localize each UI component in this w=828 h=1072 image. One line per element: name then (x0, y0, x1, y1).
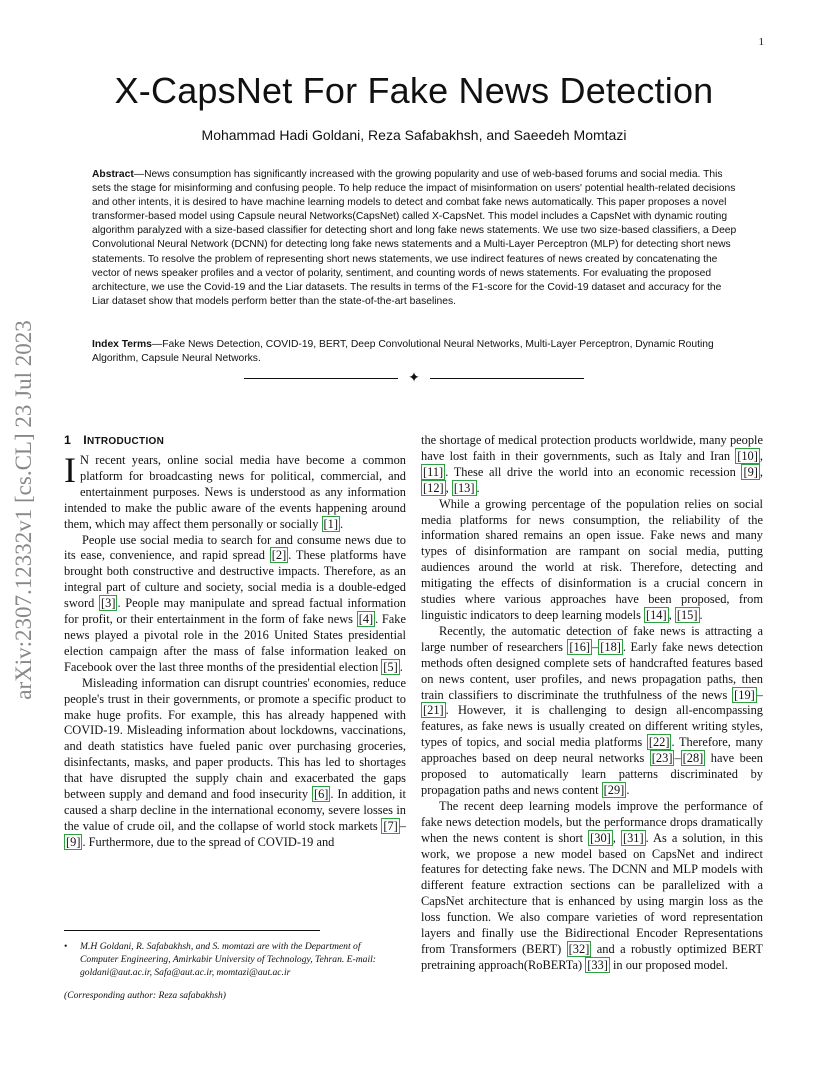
paper-authors: Mohammad Hadi Goldani, Reza Safabakhsh, and Saeedeh Momtazi (201, 127, 627, 143)
page-number: 1 (758, 36, 764, 48)
citation-link[interactable]: [3] (101, 596, 116, 611)
paragraph-intro-4: the shortage of medical protection products worldwide, many people have lost faith in their governments, such as Italy and Iran [10] , [11] . These all drive the world into an economic recession [9] , [12] , [13] . (421, 433, 763, 495)
paragraph-text: . In addition, it caused a sharp decline in the international economy, severe losses in the value of crude oil, and the collapse of world stock markets (64, 787, 406, 833)
citation-link[interactable]: [4] (358, 612, 374, 627)
paragraph-text: . As a solution, in this work, we propose a new model based on CapsNet and indirect features for detecting fake news. The DCNN and MLP models with different feature extraction sections can be parallelized with a CapsNet architecture that is enhanced by using margin loss as the loss function. We also compare varieties of word representation layers and finally use the Bidirectional Encoder Representations from Transformers (BERT) (421, 830, 763, 956)
paragraph-intro-3: Misleading information can disrupt countries' economies, reduce people's trust in their governments, or promote a specific product to make huge profits. For example, this has already happened with COVID-19. Misleading information about lockdowns, vaccinations, and death statistics have fueled panic over purchasing groceries, disinfectants, masks, and paper products. This has led to shortages that have disrupted the supply chain and exacerbated the gaps between supply and demand and food insecurity [6] . In addition, it caused a sharp decline in the international economy, severe losses in the value of crude oil, and the collapse of world stock markets [7] –[9] . Furthermore, due to the spread of COVID-19 and (64, 675, 406, 849)
citation-link[interactable]: [7] (383, 818, 398, 833)
section-title-rest: NTRODUCTION (86, 436, 165, 447)
paragraph-text: N recent years, online social media have become a common platform for broadcasting news for political, commercial, and entertainment purposes. News is understood as any information intended to make the public aware of the events happening around them, which may affect them personally or socially (64, 453, 406, 531)
index-terms-text: —Fake News Detection, COVID-19, BERT, Deep Convolutional Neural Networks, Multi-Layer Perceptron, Dynamic Routing Algorithm, Capsule Neural Networks. (92, 339, 714, 365)
footnote-separator (64, 930, 320, 931)
citation-link[interactable]: [9] (743, 464, 758, 479)
abstract-label: Abstract (92, 169, 134, 180)
paragraph-text: the shortage of medical protection products worldwide, many people have lost faith in their governments, such as Italy and Iran (421, 433, 763, 463)
citation-link[interactable]: [33] (587, 957, 608, 972)
citation-link[interactable]: [21] (423, 703, 444, 718)
paragraph-text: have been proposed to automatically learn patterns discriminated by propagation paths and news content (421, 751, 763, 797)
section-title-first: I (83, 433, 87, 447)
paragraph-intro-6: Recently, the automatic detection of fake news is attracting a large number of researchers [16] – [18] . Early fake news detection methods often designed complete sets of handcrafted features based on news content, user profiles, and news propagation paths, then train classifiers to discriminate the truthfulness of the news [19] –[21] . However, it is challenging to design all-encompassing features, as fake news is usually created on different writing styles, types of topics, and social media platforms [22] . Therefore, many approaches based on deep neural networks [23] – [28] have been proposed to automatically learn patterns discriminated by propagation paths and news content [29] . (421, 623, 763, 797)
paragraph-intro-5: While a growing percentage of the population relies on social media platforms for news consumption, the reliability of the information shared remains an open issue. Fake news and many types of disinformation are rampant on social media, putting audiences around the world at risk. Therefore, detecting and mitigating the effects of disinformation is a crucial concern in studies where various approaches have been proposed, from linguistic indicators to deep learning models [14] , [15] . (421, 496, 763, 622)
index-terms (92, 338, 738, 366)
citation-link[interactable]: [29] (603, 782, 625, 797)
paragraph-text: Recently, the automatic detection of fake news is attracting a large number of researchers (421, 623, 763, 654)
paragraph-text: in our proposed model. (609, 957, 728, 972)
citation-link[interactable]: [11] (423, 464, 444, 479)
paragraph-text: . People may manipulate and spread factual information for profit, or their entertainment in the form of fake news (64, 596, 406, 627)
section-number: 1 (64, 433, 72, 447)
citation-link[interactable]: [23] (651, 751, 673, 766)
paragraph-text: . Furthermore, due to the spread of COVID-19 and (82, 834, 335, 849)
citation-link[interactable]: [28] (682, 751, 704, 766)
footnote (64, 940, 406, 1002)
right-column (421, 433, 763, 974)
paragraph-intro-7: The recent deep learning models improve the performance of fake news detection models, but the performance drops dramatically when the news content is short [30] , [31] . As a solution, in this work, we propose a new model based on CapsNet and indirect features for detecting fake news. The DCNN and MLP models with different feature extraction sections can be parallelized with a CapsNet architecture that is enhanced by using margin loss as the loss function. We also compare varieties of word representation layers and finally use the Bidirectional Encoder Representations from Transformers (BERT) [32] and a robustly optimized BERT pretraining approach(RoBERTa) [33] in our proposed model. (421, 798, 764, 972)
divider-line-left (244, 378, 398, 379)
paragraph-intro-1: I N recent years, online social media have become a common platform for broadcasting news for political, commercial, and entertainment purposes. News is understood as any information intended to make the public aware of the events happening around them, which may affect them personally or socially [1] . (64, 450, 406, 531)
divider-diamond-icon: ✦ (408, 370, 420, 386)
citation-link[interactable]: [12] (423, 480, 444, 495)
abstract-text: —News consumption has significantly increased with the growing popularity and use of web-based forums and social media. This sets the stage for misinforming and confusing people. To help reduce the impact of misinformation on users' potential health-related decisions and other intents, it is desired to have machine learning models to detect and combat fake news automatically. This paper proposes a novel transformer-based model using Capsule neural Networks(CapsNet) called X-CapsNet. This model includes a CapsNet with dynamic routing algorithm paralyzed with a size-based classifier for detecting short and long fake news statements. We use two size-based classifiers, a Deep Convolutional Neural Network (DCNN) for detecting long fake news statements and a Multi-Layer Perceptron (MLP) for detecting short news statements. To resolve the problem of representing short news statements, we use indirect features of news created by concatenating the vector of news speaker profiles and a vector of polarity, sentiment, and counting words of news statements. For evaluating the proposed architecture, we use the Covid-19 and the Liar datasets. The results in terms of the F1-score for the Covid-19 dataset and accuracy for the Liar dataset show that models perform better than the state-of-the-art baselines. (92, 169, 737, 307)
arxiv-stamp-text: arXiv:2307.12332v1 [cs.CL] 23 Jul 2023 (11, 320, 36, 700)
paragraph-text: . These platforms have brought both constructive and destructive impacts. Therefore, as an integral part of culture and society, social media is a double-edged sword (64, 548, 406, 611)
citation-link[interactable]: [14] (645, 607, 667, 622)
footnote-bullet: • (64, 941, 68, 952)
paragraph-text: While a growing percentage of the population relies on social media platforms for news consumption, the reliability of the information shared remains an open issue. Fake news and many types of disinformation are rampant on social media, putting audiences around the world at risk. Therefore, detecting and mitigating the effects of disinformation is a crucial concern in studies where various approaches have been proposed, from linguistic indicators to deep learning models (421, 496, 763, 622)
paragraph-text: Misleading information can disrupt countries' economies, reduce people's trust in their governments, or promote a specific product to make huge profits. For example, this has already happened with COVID-19. Misleading information about lockdowns, vaccinations, and death statistics have fueled panic over purchasing groceries, disinfectants, masks, and paper products. This has led to shortages that have disrupted the supply chain and exacerbated the gaps between supply and demand and food insecurity (64, 675, 406, 802)
paragraph-text: . Therefore, many approaches based on deep neural networks (421, 735, 763, 766)
citation-link[interactable]: [19] (734, 687, 755, 702)
paragraph-text: . Fake news played a pivotal role in the 2016 United States presidential election campaign after the mass of false information leaked on Facebook over the last three months of the presidential election (64, 612, 407, 674)
section-divider (0, 370, 828, 386)
paragraph-text: People use social media to search for and consume news due to its ease, convenience, and rapid spread (64, 532, 406, 563)
citation-link[interactable]: [18] (600, 639, 621, 654)
paragraph-text: and a robustly optimized BERT pretraining approach(RoBERTa) (421, 942, 764, 972)
citation-link[interactable]: [1] (323, 516, 338, 531)
abstract (92, 168, 738, 309)
dropcap: I (64, 450, 76, 490)
citation-link[interactable]: [16] (569, 639, 591, 654)
index-terms-label: Index Terms (92, 339, 152, 350)
citation-link[interactable]: [15] (676, 607, 698, 622)
section-heading (64, 433, 406, 447)
footnote-affiliation (64, 940, 406, 979)
paragraph-text: . These all drive the world into an economic recession (445, 464, 742, 479)
footnote-text: M.H Goldani, R. Safabakhsh, and S. momtazi are with the Department of Computer Engineering, Amirkabir University of Technology, Tehran. E-mail: goldani@aut.ac.ir, Safa@aut.ac.ir, momtazi@aut.ac.ir (80, 941, 376, 978)
left-column (64, 433, 406, 851)
citation-link[interactable]: [10] (737, 448, 758, 463)
footnote-corresponding: (Corresponding author: Reza safabakhsh) (64, 990, 226, 1001)
paragraph-text: . However, it is challenging to design all-encompassing features, as fake news is usually created on different writing styles, types of topics, and social media platforms (421, 703, 763, 750)
citation-link[interactable]: [22] (648, 735, 670, 750)
citation-link[interactable]: [2] (271, 548, 287, 563)
arxiv-stamp (12, 300, 36, 720)
citation-link[interactable]: [32] (568, 942, 590, 956)
citation-link[interactable]: [31] (622, 830, 644, 845)
citation-link[interactable]: [30] (590, 830, 611, 845)
paragraph-text: The recent deep learning models improve the performance of fake news detection models, but the performance drops dramatically when the news content is short (421, 798, 763, 845)
citation-link[interactable]: [13] (453, 480, 475, 495)
paper-title: X-CapsNet For Fake News Detection (114, 70, 714, 111)
citation-link[interactable]: [9] (66, 834, 81, 849)
paragraph-text: . Early fake news detection methods often designed complete sets of handcrafted features based on news content, user profiles, and news propagation paths, then train classifiers to discriminate the truthfulness of the news (421, 639, 763, 702)
citation-link[interactable]: [5] (383, 659, 398, 674)
paragraph-intro-2: People use social media to search for and consume news due to its ease, convenience, and rapid spread [2] . These platforms have brought both constructive and destructive impacts. Therefore, as an integral part of culture and society, social media is a double-edged sword [3] . People may manipulate and spread factual information for profit, or their entertainment in the form of fake news [4] . Fake news played a pivotal role in the 2016 United States presidential election campaign after the mass of false information leaked on Facebook over the last three months of the presidential election [5] . (64, 532, 407, 674)
divider-line-right (430, 378, 584, 379)
citation-link[interactable]: [6] (313, 787, 329, 802)
